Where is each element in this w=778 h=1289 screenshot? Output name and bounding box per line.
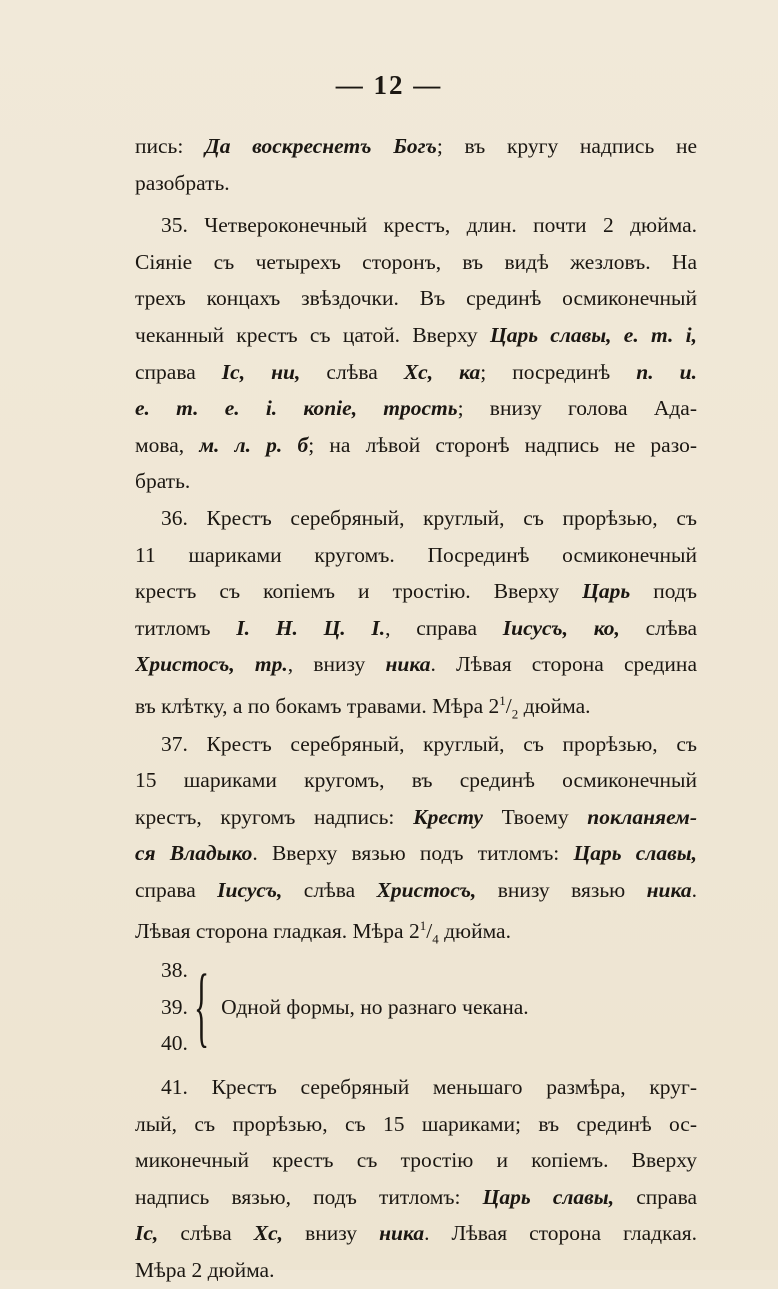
item-number: 39.: [161, 994, 188, 1019]
curly-brace: {: [193, 957, 210, 1057]
text-line: миконечный крестъ съ тростію и копіемъ. Вверху: [135, 1148, 697, 1173]
text-line: справа Іисусъ, слѣва Христосъ, внизу вязью ника.: [135, 877, 697, 902]
text-line: въ клѣтку, а по бокамъ травами. Мѣра $2^1/_2$ дюйма.: [135, 692, 591, 720]
paragraph-38-40: [135, 951, 697, 1063]
text-line: Іс, слѣва Хс, внизу ника. Лѣвая сторона гладкая.: [135, 1221, 697, 1246]
paragraph-41: [135, 1069, 697, 1289]
text-line: разобрать.: [135, 170, 230, 195]
body-text: [135, 128, 697, 1289]
text-line: титломъ І. Н. Ц. І., справа Іисусъ, ко, слѣва: [135, 615, 697, 640]
text-line: Мѣра 2 дюйма.: [135, 1258, 275, 1283]
text-line: лый, съ прорѣзью, съ 15 шариками; въ срединѣ ос-: [135, 1111, 697, 1136]
text-line: е. т. е. і. копіе, трость; внизу голова Ада-: [135, 396, 697, 421]
text-line: Сіяніе съ четырехъ сторонъ, въ видѣ жезловъ. На: [135, 249, 697, 274]
text-line: 15 шариками кругомъ, въ срединѣ осмиконечный: [135, 768, 697, 793]
page-number: — 12 —: [335, 70, 443, 100]
text-line: 11 шариками кругомъ. Посрединѣ осмиконечный: [135, 542, 697, 567]
paragraph-36: [135, 500, 697, 720]
paragraph-37: [135, 726, 697, 946]
text-line: справа Іс, ни, слѣва Хс, ка; посрединѣ п. и.: [135, 359, 697, 384]
item-number: 40.: [161, 1031, 188, 1056]
text-line: пись: Да воскреснетъ Богъ; въ кругу надпись не: [135, 134, 697, 158]
paragraph-continuation: [135, 128, 697, 201]
text-line: Христосъ, тр., внизу ника. Лѣвая сторона средина: [135, 652, 697, 677]
text-line: 36. Крестъ серебряный, круглый, съ прорѣзью, съ: [161, 505, 697, 530]
text-line: 35. Четвероконечный крестъ, длин. почти 2 дюйма.: [161, 213, 697, 238]
text-line: 41. Крестъ серебряный меньшаго размѣра, круг-: [161, 1075, 697, 1100]
paragraph-35: [135, 207, 697, 500]
text-line: чеканный крестъ съ цатой. Вверху Царь славы, е. т. і,: [135, 322, 697, 347]
group-numbers: [135, 952, 188, 1062]
text-line: брать.: [135, 469, 191, 494]
text-line: мова, м. л. р. б; на лѣвой сторонѣ надпись не разо-: [135, 432, 697, 457]
group-description: Одной формы, но разнаго чекана.: [221, 994, 529, 1019]
text-line: ся Владыко. Вверху вязью подъ титломъ: Царь славы,: [135, 841, 697, 866]
text-line: крестъ съ копіемъ и тростію. Вверху Царь подъ: [135, 579, 697, 604]
text-line: трехъ концахъ звѣздочки. Въ срединѣ осмиконечный: [135, 286, 697, 311]
item-number: 38.: [161, 958, 188, 983]
text-line: 37. Крестъ серебряный, круглый, съ прорѣзью, съ: [161, 731, 697, 756]
text-line: Лѣвая сторона гладкая. Мѣра $2^1/_4$ дюйма.: [135, 918, 511, 946]
text-line: надпись вязью, подъ титломъ: Царь славы, справа: [135, 1184, 697, 1209]
text-line: крестъ, кругомъ надпись: Кресту Твоему покланяем-: [135, 804, 697, 829]
